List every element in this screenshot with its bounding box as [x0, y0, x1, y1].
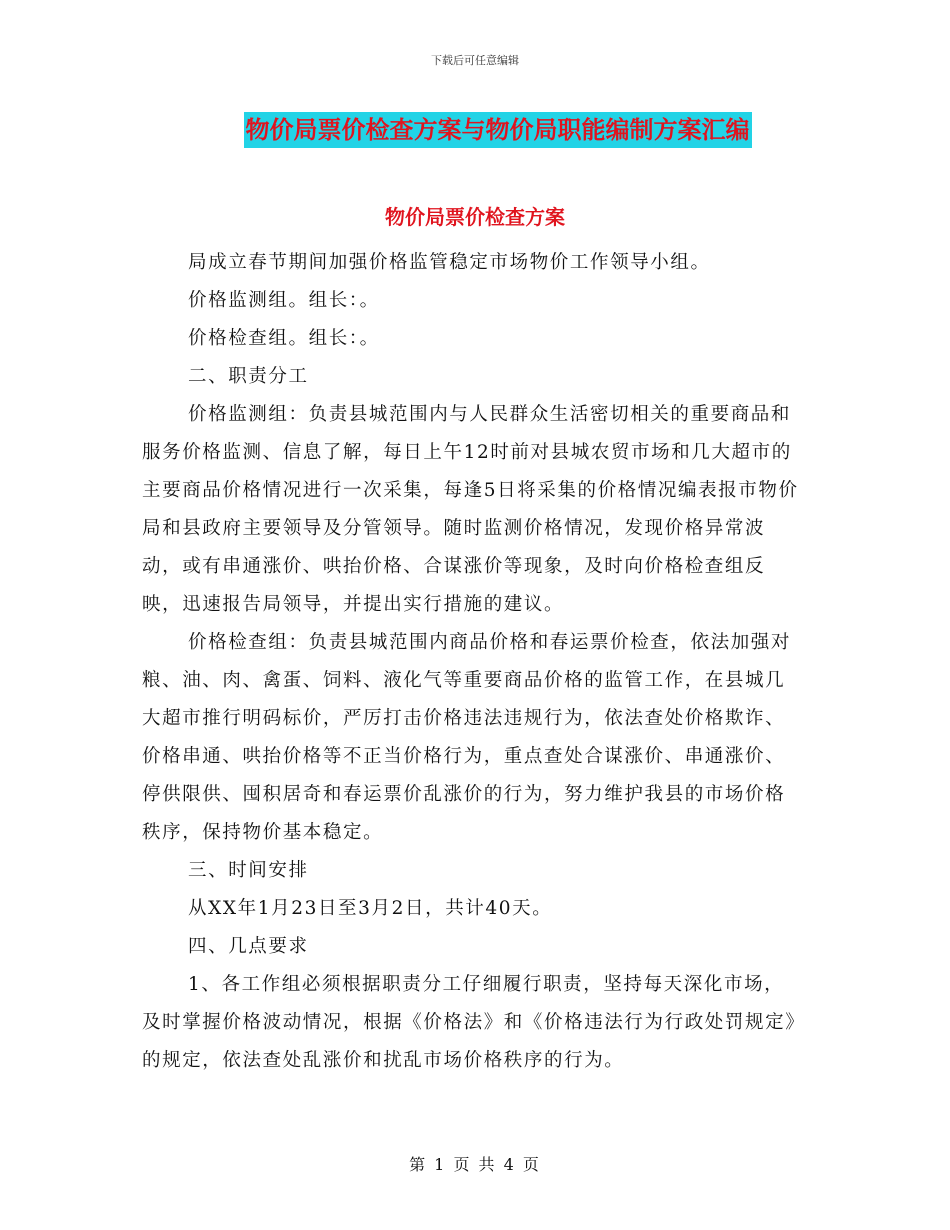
paragraph: 价格检查组。组长：。 [188, 328, 380, 349]
paragraph: 价格监测组：负责县城范围内与人民群众生活密切相关的重要商品和服务价格监测、信息了解，每日上午12时前对县城农贸市场和几大超市的主要商品价格情况进行一次采集，每逢5日将采集的价格情况编表报市物价局和县政府主要领导及分管领导。随时监测价格情况，发现价格异常波动，或有串通涨价、哄抬价格、合谋涨价等现象，及时向价格检查组反映，迅速报告局领导，并提出实行措施的建议。 [142, 404, 799, 615]
paragraph: 价格监测组。组长：。 [188, 290, 380, 311]
document-body [142, 244, 802, 1080]
paragraph: 四、几点要求 [188, 936, 309, 957]
page-footer-number: 第 1 页 共 4 页 [409, 1155, 541, 1174]
paragraph: 局成立春节期间加强价格监管稳定市场物价工作领导小组。 [188, 252, 711, 273]
paragraph: 从XX年1月23日至3月2日，共计40天。 [188, 898, 553, 919]
section-title: 物价局票价检查方案 [385, 205, 565, 229]
paragraph: 三、时间安排 [188, 860, 309, 881]
page-header-note: 下载后可任意编辑 [431, 54, 519, 67]
paragraph: 二、职责分工 [188, 366, 309, 387]
paragraph: 价格检查组：负责县城范围内商品价格和春运票价检查，依法加强对粮、油、肉、禽蛋、饲料、液化气等重要商品价格的监管工作，在县城几大超市推行明码标价，严厉打击价格违法违规行为，依法查处价格欺诈、价格串通、哄抬价格等不正当价格行为，重点查处合谋涨价、串通涨价、停供限供、囤积居奇和春运票价乱涨价的行为，努力维护我县的市场价格秩序，保持物价基本稳定。 [142, 632, 792, 843]
document-title-container [0, 112, 950, 148]
document-title: 物价局票价检查方案与物价局职能编制方案汇编 [244, 112, 752, 148]
paragraph: 1、各工作组必须根据职责分工仔细履行职责，坚持每天深化市场，及时掌握价格波动情况，根据《价格法》和《价格违法行为行政处罚规定》的规定，依法查处乱涨价和扰乱市场价格秩序的行为。 [142, 974, 797, 1071]
